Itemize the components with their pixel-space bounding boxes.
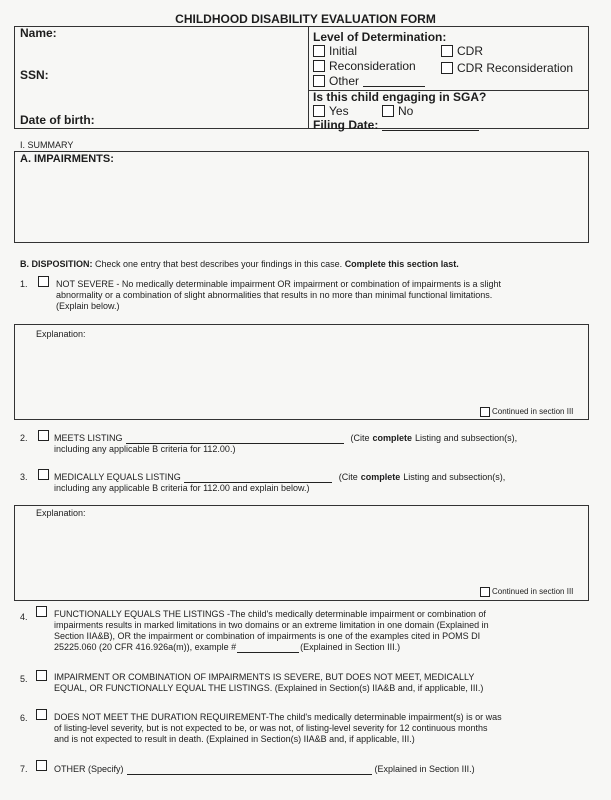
item-4-line2: impairments results in marked limitations in two domains or an extreme limitation in one domain (Explained in [54, 620, 489, 630]
sga-no-checkbox[interactable] [382, 105, 394, 117]
continued-2-checkbox[interactable] [480, 587, 490, 597]
summary-label: I. SUMMARY [20, 140, 74, 150]
item-6-line1: DOES NOT MEET THE DURATION REQUIREMENT-The child's medically determinable impairment(s) is or was [54, 712, 502, 722]
dob-label: Date of birth: [20, 113, 95, 127]
filing-date[interactable]: Filing Date: [313, 118, 479, 132]
item-6-line3: and is not expected to result in death. (Explained in Section(s) IIA&B and, if applicable, III.) [54, 734, 415, 744]
other-line[interactable] [363, 76, 425, 87]
form-title: CHILDHOOD DISABILITY EVALUATION FORM [175, 12, 436, 26]
item-7-number: 7. [20, 764, 28, 774]
sga-yes-checkbox[interactable] [313, 105, 325, 117]
explanation-label-1: Explanation: [36, 329, 86, 339]
item-5-number: 5. [20, 674, 28, 684]
item-3-number: 3. [20, 472, 28, 482]
continued-2[interactable]: Continued in section III [480, 586, 573, 597]
item-5-line1: IMPAIRMENT OR COMBINATION OF IMPAIRMENTS IS SEVERE, BUT DOES NOT MEET, MEDICALLY [54, 672, 475, 682]
sga-yes[interactable]: Yes [313, 104, 349, 118]
item-2-listing-line[interactable] [126, 433, 344, 444]
item-3-listing-line[interactable] [184, 472, 332, 483]
item-5-checkbox[interactable] [36, 670, 47, 681]
impairments-label: A. IMPAIRMENTS: [20, 153, 114, 165]
item-4-number: 4. [20, 612, 28, 622]
item-5-line2: EQUAL, OR FUNCTIONALLY EQUAL THE LISTINGS. (Explained in Section(s) IIA&B and, if applicable, III.) [54, 683, 484, 693]
level-cdr[interactable]: CDR [441, 44, 483, 58]
item-2-line2: including any applicable B criteria for 112.00.) [54, 444, 236, 454]
item-2-checkbox[interactable] [38, 430, 49, 441]
item-3-line2: including any applicable B criteria for 112.00 and explain below.) [54, 483, 310, 493]
item-1-line2: abnormality or a combination of slight abnormalities that results in no more than minimal functional limitations. [56, 290, 493, 300]
cdr-reconsideration-checkbox[interactable] [441, 62, 453, 74]
name-label: Name: [20, 26, 57, 40]
continued-1-checkbox[interactable] [480, 407, 490, 417]
item-1-line1: NOT SEVERE - No medically determinable impairment OR impairment or combination of impairments is a slight [56, 279, 501, 289]
initial-checkbox[interactable] [313, 45, 325, 57]
item-4-line4: 25225.060 (20 CFR 416.926a(m)), example # (Explained in Section III.) [54, 642, 401, 652]
sga-no[interactable]: No [382, 104, 413, 118]
other-checkbox[interactable] [313, 75, 325, 87]
cdr-checkbox[interactable] [441, 45, 453, 57]
item-1-number: 1. [20, 279, 28, 289]
item-3-line1: MEDICALLY EQUALS LISTING (Cite complete Listing and subsection(s), [54, 472, 506, 482]
item-2-line1: MEETS LISTING (Cite complete Listing and subsection(s), [54, 433, 518, 443]
item-4-line3: Section IIA&B), OR the impairment or combination of impairments is one of the examples cited in POMS DI [54, 631, 481, 641]
header-box [14, 26, 589, 129]
item-6-line2: of listing-level severity, but is not expected to be, or was not, of listing-level severity for 12 continuous months [54, 723, 488, 733]
ssn-label: SSN: [20, 68, 49, 82]
explanation-label-2: Explanation: [36, 508, 86, 518]
item-6-checkbox[interactable] [36, 709, 47, 720]
level-other[interactable]: Other [313, 74, 425, 88]
level-cdr-reconsideration[interactable]: CDR Reconsideration [441, 61, 573, 75]
item-1-line3: (Explain below.) [56, 301, 120, 311]
item-1-checkbox[interactable] [38, 276, 49, 287]
item-4-checkbox[interactable] [36, 606, 47, 617]
filing-date-line[interactable] [382, 120, 479, 131]
level-reconsideration[interactable]: Reconsideration [313, 59, 416, 73]
sga-question: Is this child engaging in SGA? [313, 90, 487, 104]
level-label: Level of Determination: [313, 30, 447, 44]
item-2-number: 2. [20, 433, 28, 443]
item-4-line1: FUNCTIONALLY EQUALS THE LISTINGS -The child's medically determinable impairment or combination of [54, 609, 486, 619]
header-divider [308, 26, 309, 129]
item-7-checkbox[interactable] [36, 760, 47, 771]
item-7-specify-line[interactable] [127, 764, 372, 775]
item-7-line1: OTHER (Specify) (Explained in Section III.) [54, 764, 475, 774]
continued-1[interactable]: Continued in section III [480, 406, 573, 417]
item-6-number: 6. [20, 713, 28, 723]
item-3-checkbox[interactable] [38, 469, 49, 480]
reconsideration-checkbox[interactable] [313, 60, 325, 72]
disposition-heading: B. DISPOSITION: Check one entry that best describes your findings in this case. Complete this section last. [20, 259, 459, 269]
item-4-example-line[interactable] [237, 642, 299, 653]
level-initial[interactable]: Initial [313, 44, 357, 58]
